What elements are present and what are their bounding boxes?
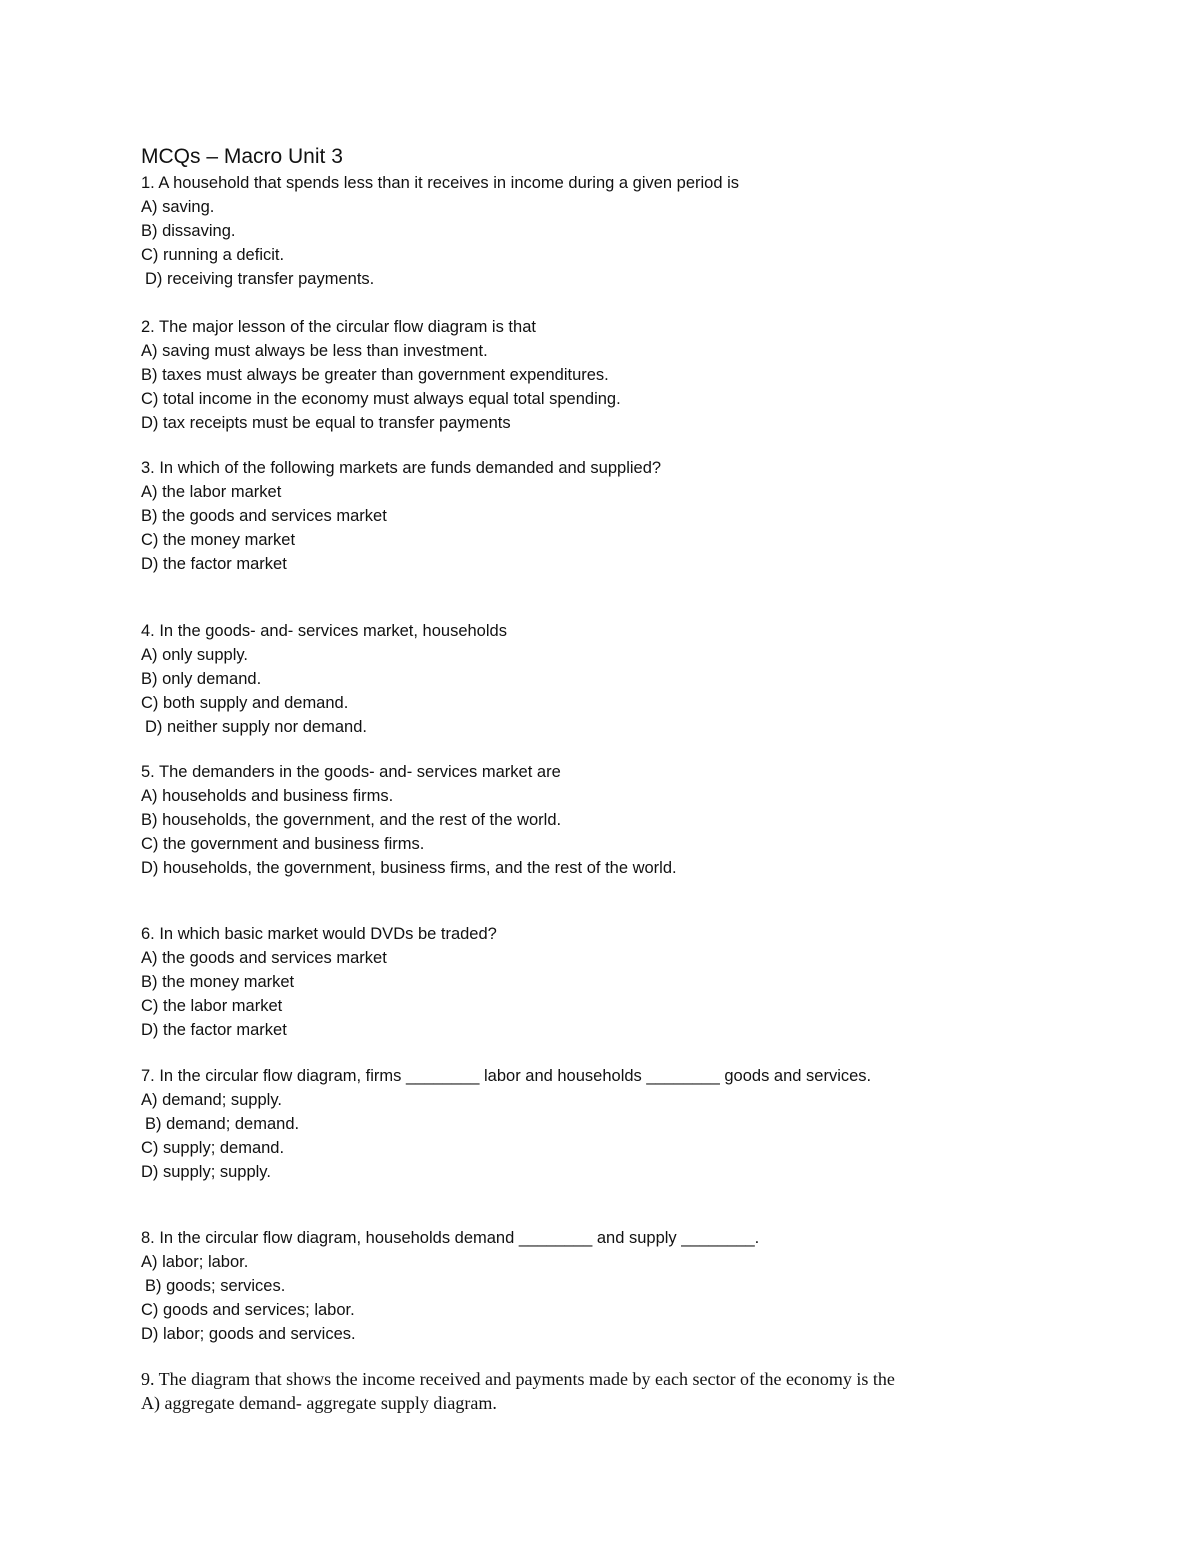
answer-option: B) goods; services. [145, 1277, 286, 1295]
question-8 [141, 1226, 759, 1346]
answer-option: D) the factor market [141, 555, 287, 573]
answer-option: A) aggregate demand- aggregate supply diagram. [141, 1393, 497, 1413]
answer-option: D) receiving transfer payments. [145, 270, 375, 288]
question-stem: 5. The demanders in the goods- and- services market are [141, 763, 561, 781]
answer-option: B) taxes must always be greater than government expenditures. [141, 366, 609, 384]
answer-option: C) both supply and demand. [141, 694, 349, 712]
answer-option: B) the money market [141, 973, 295, 991]
answer-option: A) labor; labor. [141, 1253, 249, 1271]
answer-option: A) the labor market [141, 483, 282, 501]
answer-option: A) households and business firms. [141, 787, 394, 805]
answer-option: C) supply; demand. [141, 1139, 285, 1157]
question-stem: 7. In the circular flow diagram, firms ________ labor and households ________ goods and services. [141, 1067, 872, 1085]
answer-option: D) labor; goods and services. [141, 1325, 356, 1343]
answer-option: C) the money market [141, 531, 296, 549]
answer-option: B) dissaving. [141, 222, 236, 240]
answer-option: C) the labor market [141, 997, 283, 1015]
answer-option: D) neither supply nor demand. [145, 718, 367, 736]
answer-option: D) supply; supply. [141, 1163, 271, 1181]
answer-option: C) total income in the economy must always equal total spending. [141, 390, 621, 408]
answer-option: A) only supply. [141, 646, 248, 664]
question-stem: 6. In which basic market would DVDs be traded? [141, 925, 497, 943]
answer-option: C) running a deficit. [141, 246, 285, 264]
question-3 [141, 456, 661, 576]
answer-option: B) the goods and services market [141, 507, 387, 525]
question-1 [141, 171, 739, 291]
answer-option: C) goods and services; labor. [141, 1301, 355, 1319]
answer-option: A) saving must always be less than investment. [141, 342, 488, 360]
question-7 [141, 1064, 871, 1184]
question-stem: 2. The major lesson of the circular flow diagram is that [141, 318, 536, 336]
answer-option: A) the goods and services market [141, 949, 387, 967]
question-stem: 9. The diagram that shows the income received and payments made by each sector of the economy is the [141, 1369, 895, 1389]
question-stem: 1. A household that spends less than it receives in income during a given period is [141, 174, 740, 192]
question-2 [141, 315, 621, 435]
answer-option: D) households, the government, business firms, and the rest of the world. [141, 859, 677, 877]
answer-option: C) the government and business firms. [141, 835, 425, 853]
question-stem: 8. In the circular flow diagram, households demand ________ and supply ________. [141, 1229, 760, 1247]
answer-option: B) households, the government, and the rest of the world. [141, 811, 562, 829]
answer-option: A) saving. [141, 198, 215, 216]
question-stem: 3. In which of the following markets are funds demanded and supplied? [141, 459, 662, 477]
answer-option: B) only demand. [141, 670, 262, 688]
answer-option: A) demand; supply. [141, 1091, 282, 1109]
answer-option: D) the factor market [141, 1021, 287, 1039]
question-5 [141, 760, 677, 880]
document-title: MCQs – Macro Unit 3 [141, 145, 343, 168]
question-4 [141, 619, 507, 739]
answer-option: B) demand; demand. [145, 1115, 300, 1133]
question-6 [141, 922, 497, 1042]
question-9 [141, 1367, 895, 1415]
answer-option: D) tax receipts must be equal to transfer payments [141, 414, 511, 432]
question-stem: 4. In the goods- and- services market, households [141, 622, 507, 640]
